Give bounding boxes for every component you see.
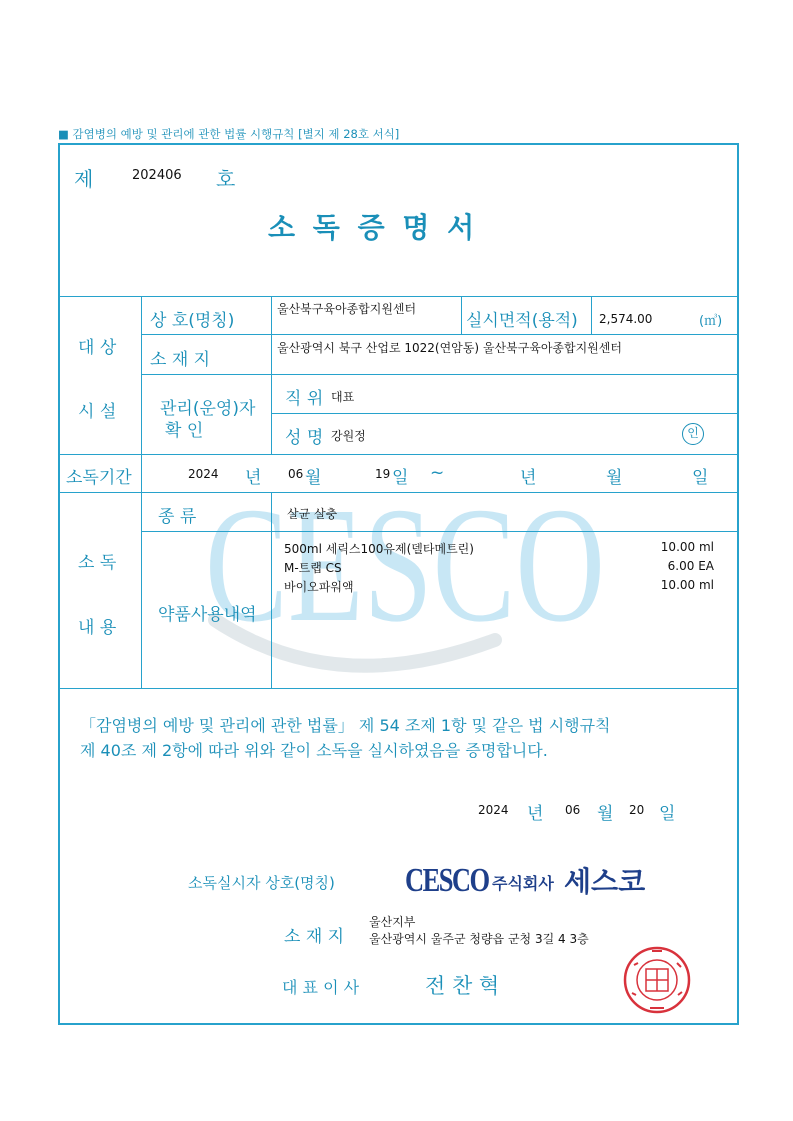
ceo-label: 대 표 이 사 <box>282 978 360 997</box>
company-label: 주식회사 <box>492 874 554 893</box>
area-unit: (㎥) <box>699 314 723 329</box>
business-name-label: 상 호(명칭) <box>150 311 235 331</box>
area-value: 2,574.00 <box>599 312 653 326</box>
period-end-day-label: 일 <box>692 468 709 488</box>
target-label: 대 상 <box>78 338 117 358</box>
issue-day: 20 <box>629 803 645 817</box>
issue-month: 06 <box>565 803 581 817</box>
chemical-item-qty: 10.00 ml <box>660 540 714 554</box>
period-start-year: 2024 <box>188 467 219 481</box>
type-label: 종 류 <box>158 507 197 527</box>
period-day-label: 일 <box>392 468 409 488</box>
provider-location-label: 소 재 지 <box>284 927 345 947</box>
issue-year: 2024 <box>478 803 509 817</box>
document-title: 소 독 증 명 서 <box>268 211 479 244</box>
ceo-name: 전 찬 혁 <box>425 974 500 998</box>
svg-text:CESCO: CESCO <box>205 473 605 656</box>
period-start-month: 06 <box>288 467 304 481</box>
provider-branch: 울산지부 <box>369 915 416 929</box>
period-start-day: 19 <box>375 467 391 481</box>
chemical-item-qty: 10.00 ml <box>660 578 714 592</box>
chemical-item-name: 500ml 세릭스100유제(델타메트린) <box>284 542 474 556</box>
cert-no-prefix: 제 <box>74 167 94 191</box>
provider-name-label: 소독실시자 상호(명칭) <box>188 874 335 892</box>
issue-year-label: 년 <box>527 804 544 824</box>
chemical-usage-label: 약품사용내역 <box>158 605 257 625</box>
area-label: 실시면적(용적) <box>466 311 578 331</box>
period-end-year-label: 년 <box>520 468 537 488</box>
chemical-item-qty: 6.00 EA <box>667 559 714 573</box>
period-tilde: ~ <box>430 463 445 483</box>
type-value: 살균 살충 <box>287 507 338 521</box>
content-label: 내 용 <box>78 618 117 638</box>
manager-label: 관리(운영)자 <box>160 399 256 419</box>
form-reference-note: ■ 감염병의 예방 및 관리에 관한 법률 시행규칙 [별지 제 28호 서식] <box>58 127 400 141</box>
name-label: 성 명 <box>285 428 324 448</box>
cert-no-suffix: 호 <box>216 167 236 191</box>
confirm-label: 확 인 <box>165 421 204 441</box>
name-value: 강원정 <box>331 429 366 443</box>
position-label: 직 위 <box>285 389 324 409</box>
seal-mark-icon: 인 <box>682 423 704 445</box>
location-label: 소 재 지 <box>150 350 211 370</box>
period-label: 소독기간 <box>66 468 132 488</box>
chemical-item-name: M-트랩 CS <box>284 561 342 575</box>
business-name-value: 울산북구육아종합지원센터 <box>277 302 417 316</box>
disinfection-label: 소 독 <box>78 553 117 573</box>
company-brand: 세스코 <box>564 865 646 898</box>
issue-month-label: 월 <box>597 804 614 824</box>
location-value: 울산광역시 북구 산업로 1022(연암동) 울산북구육아종합지원센터 <box>277 341 622 355</box>
period-end-month-label: 월 <box>606 468 623 488</box>
statement-line-2: 제 40조 제 2항에 따라 위와 같이 소독을 실시하였음을 증명합니다. <box>80 741 548 760</box>
provider-address: 울산광역시 울주군 청량읍 군청 3길 4 3층 <box>369 932 589 946</box>
position-value: 대표 <box>331 390 355 404</box>
facility-label: 시 설 <box>78 402 117 422</box>
issue-day-label: 일 <box>659 804 676 824</box>
cesco-logo: CESCO <box>405 862 489 899</box>
period-year-label: 년 <box>245 468 262 488</box>
company-seal-icon <box>622 945 692 1015</box>
chemical-item-name: 바이오파워액 <box>284 580 354 594</box>
cesco-watermark <box>195 470 615 700</box>
period-month-label: 월 <box>305 468 322 488</box>
statement-line-1: 「감염병의 예방 및 관리에 관한 법률」 제 54 조제 1항 및 같은 법 시행규칙 <box>80 716 611 735</box>
cert-no: 202406 <box>132 168 182 183</box>
